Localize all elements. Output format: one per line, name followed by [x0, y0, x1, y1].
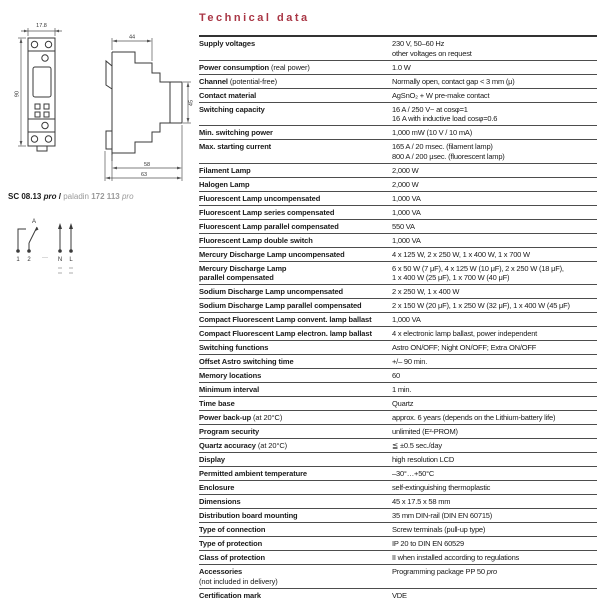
spec-label: Switching capacity [199, 104, 265, 114]
spec-row [199, 312, 597, 326]
spec-row [199, 60, 597, 74]
spec-value: 1,000 VA [392, 193, 421, 203]
spec-row [199, 233, 597, 247]
spec-label: Dimensions [199, 497, 241, 506]
spec-row [199, 298, 597, 312]
spec-label: Program security [199, 427, 260, 436]
spec-value: 45 x 17.5 x 58 mm [392, 497, 451, 506]
spec-row [199, 247, 597, 261]
spec-value: 4 x electronic lamp ballast, power independent [392, 329, 538, 338]
technical-data-section [199, 12, 597, 600]
spec-value: 1,000 VA [392, 235, 421, 245]
wiring-terminal-2: 2 [27, 257, 31, 263]
spec-row [199, 191, 597, 205]
spec-row [199, 219, 597, 233]
front-width-dimension: 17.8 [36, 23, 47, 29]
spec-row [199, 125, 597, 139]
product-alt-name: paladin [63, 192, 89, 201]
wiring-switch-label: A [31, 219, 37, 225]
spec-value: 35 mm DIN-rail (DIN EN 60715) [392, 511, 493, 520]
wiring-diagram [8, 215, 103, 287]
spec-value: 550 VA [392, 221, 415, 231]
spec-row [199, 564, 597, 588]
side-view-drawing [92, 28, 197, 186]
spec-row [199, 466, 597, 480]
spec-value: Screw terminals (pull-up type) [392, 525, 486, 534]
spec-label: Filament Lamp [199, 165, 251, 175]
spec-row [199, 452, 597, 466]
side-panel-dimension: 45 [188, 99, 195, 107]
spec-label: Supply voltages [199, 39, 256, 48]
spec-value: 1 min. [392, 385, 412, 394]
spec-value: 165 A / 20 msec. (filament lamp) 800 A / 200 μsec. (fluorescent lamp) [392, 142, 505, 161]
spec-row [199, 522, 597, 536]
spec-label: Fluorescent Lamp series compensated [199, 207, 335, 217]
spec-value: 2 x 250 W, 1 x 400 W [392, 287, 460, 296]
spec-row [199, 508, 597, 522]
spec-label: Enclosure [199, 483, 235, 492]
product-code-suffix: pro [43, 192, 57, 201]
spec-label: Distribution board mounting [199, 511, 298, 520]
spec-label: Fluorescent Lamp uncompensated [199, 193, 321, 203]
spec-label: Fluorescent Lamp double switch [199, 235, 313, 245]
spec-row [199, 284, 597, 298]
spec-row [199, 139, 597, 163]
spec-row [199, 354, 597, 368]
spec-label: Min. switching power [199, 128, 273, 137]
spec-row [199, 326, 597, 340]
spec-label: Accessories (not included in delivery) [199, 567, 278, 586]
spec-table-body [199, 35, 597, 600]
spec-value: +/– 90 min. [392, 357, 428, 366]
spec-label: Display [199, 455, 225, 464]
spec-label: Permitted ambient temperature [199, 469, 307, 478]
wiring-terminal-n: N [57, 257, 63, 263]
product-code: SC 08.13 [8, 192, 42, 201]
spec-label: Time base [199, 399, 235, 408]
spec-label: Sodium Discharge Lamp parallel compensated [199, 301, 362, 310]
spec-row [199, 37, 597, 60]
spec-label: Mercury Discharge Lamp parallel compensated [199, 263, 287, 282]
spec-row [199, 396, 597, 410]
spec-value: Quartz [392, 399, 414, 408]
spec-value: ≦ ±0.5 sec./day [392, 441, 442, 450]
spec-label: Channel (potential-free) [199, 76, 278, 86]
spec-row [199, 205, 597, 219]
spec-row [199, 177, 597, 191]
spec-value: unlimited (E²-PROM) [392, 427, 458, 436]
spec-value: Programming package PP 50 pro [392, 567, 497, 576]
side-depth-dimension: 44 [128, 34, 136, 41]
spec-row [199, 588, 597, 600]
spec-value: Astro ON/OFF; Night ON/OFF; Extra ON/OFF [392, 343, 537, 352]
spec-row [199, 382, 597, 396]
spec-row [199, 368, 597, 382]
spec-value: IP 20 to DIN EN 60529 [392, 539, 464, 548]
spec-value: self-extinguishing thermoplastic [392, 483, 491, 492]
spec-label: Mercury Discharge Lamp uncompensated [199, 249, 345, 259]
spec-value: –30°…+50°C [392, 469, 435, 478]
product-designation [8, 192, 134, 201]
spec-row [199, 88, 597, 102]
spec-value: 1,000 mW (10 V / 10 mA) [392, 128, 473, 137]
wiring-terminal-l: L [69, 257, 73, 263]
front-height-dimension: 90 [14, 90, 21, 98]
spec-value: 2,000 W [392, 165, 419, 175]
spec-label: Compact Fluorescent Lamp electron. lamp ballast [199, 329, 372, 338]
spec-label: Memory locations [199, 371, 262, 380]
spec-label: Power consumption (real power) [199, 62, 310, 72]
spec-label: Contact material [199, 90, 257, 100]
spec-label: Type of protection [199, 539, 263, 548]
wiring-dots: ··· [42, 255, 48, 261]
spec-value: 2 x 150 W (20 μF), 1 x 250 W (32 μF), 1 x 400 W (45 μF) [392, 301, 570, 310]
spec-label: Fluorescent Lamp parallel compensated [199, 221, 339, 231]
spec-label: Quartz accuracy (at 20°C) [199, 441, 288, 450]
spec-row [199, 261, 597, 285]
wiring-terminal-1: 1 [16, 257, 20, 263]
spec-value: 230 V, 50–60 Hz other voltages on request [392, 39, 472, 58]
spec-value: VDE [392, 590, 407, 600]
spec-label: Type of connection [199, 525, 266, 534]
front-view-drawing [14, 20, 86, 160]
spec-row [199, 480, 597, 494]
spec-row [199, 438, 597, 452]
spec-value: high resolution LCD [392, 455, 455, 464]
spec-value: 4 x 125 W, 2 x 250 W, 1 x 400 W, 1 x 700 W [392, 249, 530, 259]
page-title: Technical data [199, 12, 310, 24]
spec-row [199, 550, 597, 564]
spec-value: approx. 6 years (depends on the Lithium-battery life) [392, 413, 556, 422]
product-order-number: 172 113 [91, 192, 120, 201]
spec-value: II when installed according to regulations [392, 553, 520, 562]
product-separator: / [58, 192, 61, 201]
side-inner-dimension: 58 [143, 162, 151, 168]
spec-label: Max. starting current [199, 142, 272, 151]
product-alt-suffix: pro [121, 192, 134, 201]
spec-label: Sodium Discharge Lamp uncompensated [199, 287, 344, 296]
spec-row [199, 410, 597, 424]
spec-row [199, 340, 597, 354]
spec-label: Halogen Lamp [199, 179, 250, 189]
spec-row [199, 102, 597, 126]
spec-value: 6 x 50 W (7 μF), 4 x 125 W (10 μF), 2 x 250 W (18 μF), 1 x 400 W (25 μF), 1 x 700 W (40 μF) [392, 263, 564, 282]
spec-value: 1,000 VA [392, 315, 421, 324]
spec-row [199, 74, 597, 88]
spec-row [199, 424, 597, 438]
spec-value: Normally open, contact gap < 3 mm (μ) [392, 76, 515, 86]
spec-label: Minimum interval [199, 385, 260, 394]
spec-label: Offset Astro switching time [199, 357, 294, 366]
spec-label: Certification mark [199, 590, 261, 600]
spec-label: Power back-up (at 20°C) [199, 413, 283, 422]
spec-row [199, 494, 597, 508]
spec-value: 1,000 VA [392, 207, 421, 217]
spec-value: 16 A / 250 V~ at cosφ=1 16 A with inductive load cosφ=0.6 [392, 104, 498, 123]
spec-row [199, 536, 597, 550]
spec-value: 1.0 W [392, 62, 411, 72]
spec-value: 60 [392, 371, 400, 380]
spec-value: 2,000 W [392, 179, 419, 189]
spec-value: AgSnO₂ + W pre-make contact [392, 90, 490, 100]
spec-row [199, 163, 597, 177]
spec-label: Class of protection [199, 553, 266, 562]
spec-label: Compact Fluorescent Lamp convent. lamp ballast [199, 315, 372, 324]
side-outer-dimension: 63 [140, 172, 148, 178]
spec-label: Switching functions [199, 343, 269, 352]
